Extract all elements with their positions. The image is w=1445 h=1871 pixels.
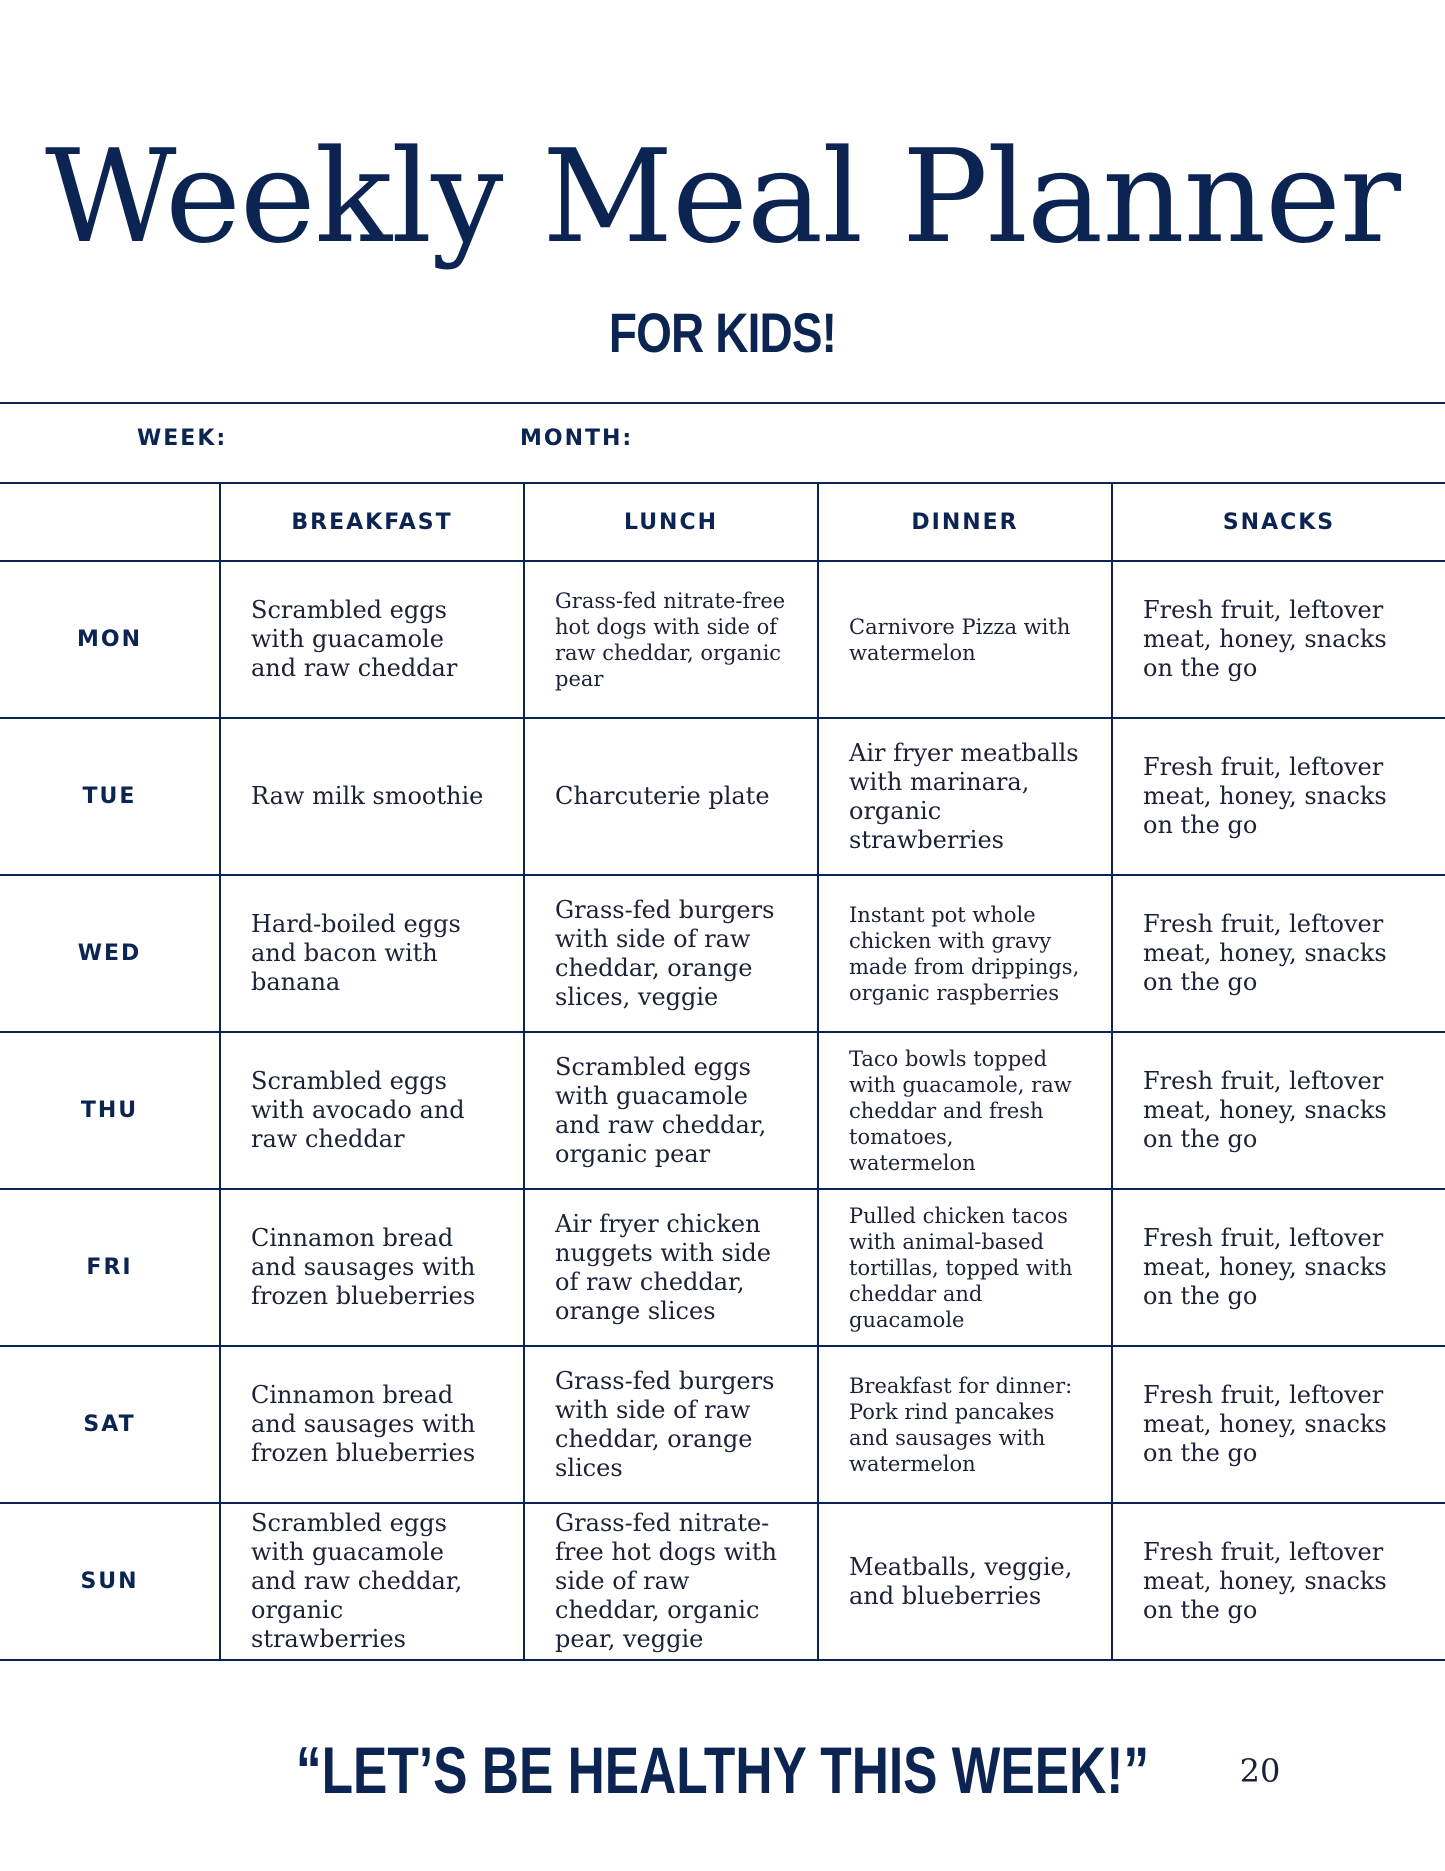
day-label: SUN — [0, 1503, 220, 1660]
month-label: MONTH: — [520, 426, 634, 451]
page-subtitle: FOR KIDS! — [608, 301, 837, 364]
lunch-cell: Charcuterie plate — [524, 718, 818, 875]
table-row — [0, 1346, 1445, 1503]
dinner-cell: Instant pot whole chicken with gravy made from drippings, organic raspberries — [818, 875, 1112, 1032]
breakfast-cell: Scrambled eggs with avocado and raw cheddar — [220, 1032, 524, 1189]
lunch-cell: Grass-fed nitrate-free hot dogs with side of raw cheddar, organic pear, veggie — [524, 1503, 818, 1660]
table-row — [0, 1503, 1445, 1660]
header-lunch: LUNCH — [524, 483, 818, 561]
header-dinner: DINNER — [818, 483, 1112, 561]
table-row — [0, 718, 1445, 875]
snacks-cell: Fresh fruit, leftover meat, honey, snacks on the go — [1112, 1346, 1445, 1503]
table-row — [0, 561, 1445, 718]
breakfast-cell: Cinnamon bread and sausages with frozen blueberries — [220, 1189, 524, 1346]
table-header-row — [0, 483, 1445, 561]
breakfast-cell: Raw milk smoothie — [220, 718, 524, 875]
snacks-cell: Fresh fruit, leftover meat, honey, snacks on the go — [1112, 718, 1445, 875]
header-corner — [0, 483, 220, 561]
snacks-cell: Fresh fruit, leftover meat, honey, snacks on the go — [1112, 1189, 1445, 1346]
snacks-cell: Fresh fruit, leftover meat, honey, snacks on the go — [1112, 1503, 1445, 1660]
header-breakfast: BREAKFAST — [220, 483, 524, 561]
page-number: 20 — [1239, 1752, 1281, 1790]
breakfast-cell: Cinnamon bread and sausages with frozen blueberries — [220, 1346, 524, 1503]
dinner-cell: Taco bowls topped with guacamole, raw cheddar and fresh tomatoes, watermelon — [818, 1032, 1112, 1189]
week-label: WEEK: — [137, 426, 228, 451]
meal-planner-table — [0, 482, 1445, 1661]
dinner-cell: Air fryer meatballs with marinara, organic strawberries — [818, 718, 1112, 875]
top-divider — [0, 402, 1445, 404]
lunch-cell: Grass-fed nitrate-free hot dogs with side of raw cheddar, organic pear — [524, 561, 818, 718]
table-row — [0, 1032, 1445, 1189]
day-label: MON — [0, 561, 220, 718]
lunch-cell: Air fryer chicken nuggets with side of raw cheddar, orange slices — [524, 1189, 818, 1346]
dinner-cell: Carnivore Pizza with watermelon — [818, 561, 1112, 718]
day-label: WED — [0, 875, 220, 1032]
page-title: Weekly Meal Planner — [44, 123, 1401, 272]
lunch-cell: Grass-fed burgers with side of raw cheddar, orange slices, veggie — [524, 875, 818, 1032]
footer-quote: “LET’S BE HEALTHY THIS WEEK!” — [295, 1733, 1150, 1807]
dinner-cell: Pulled chicken tacos with animal-based tortillas, topped with cheddar and guacamole — [818, 1189, 1112, 1346]
lunch-cell: Grass-fed burgers with side of raw cheddar, orange slices — [524, 1346, 818, 1503]
snacks-cell: Fresh fruit, leftover meat, honey, snacks on the go — [1112, 875, 1445, 1032]
table-row — [0, 875, 1445, 1032]
snacks-cell: Fresh fruit, leftover meat, honey, snacks on the go — [1112, 1032, 1445, 1189]
snacks-cell: Fresh fruit, leftover meat, honey, snacks on the go — [1112, 561, 1445, 718]
breakfast-cell: Hard-boiled eggs and bacon with banana — [220, 875, 524, 1032]
table-row — [0, 1189, 1445, 1346]
day-label: TUE — [0, 718, 220, 875]
day-label: FRI — [0, 1189, 220, 1346]
day-label: SAT — [0, 1346, 220, 1503]
breakfast-cell: Scrambled eggs with guacamole and raw cheddar — [220, 561, 524, 718]
dinner-cell: Meatballs, veggie, and blueberries — [818, 1503, 1112, 1660]
dinner-cell: Breakfast for dinner: Pork rind pancakes and sausages with watermelon — [818, 1346, 1112, 1503]
day-label: THU — [0, 1032, 220, 1189]
lunch-cell: Scrambled eggs with guacamole and raw cheddar, organic pear — [524, 1032, 818, 1189]
header-snacks: SNACKS — [1112, 483, 1445, 561]
breakfast-cell: Scrambled eggs with guacamole and raw cheddar, organic strawberries — [220, 1503, 524, 1660]
